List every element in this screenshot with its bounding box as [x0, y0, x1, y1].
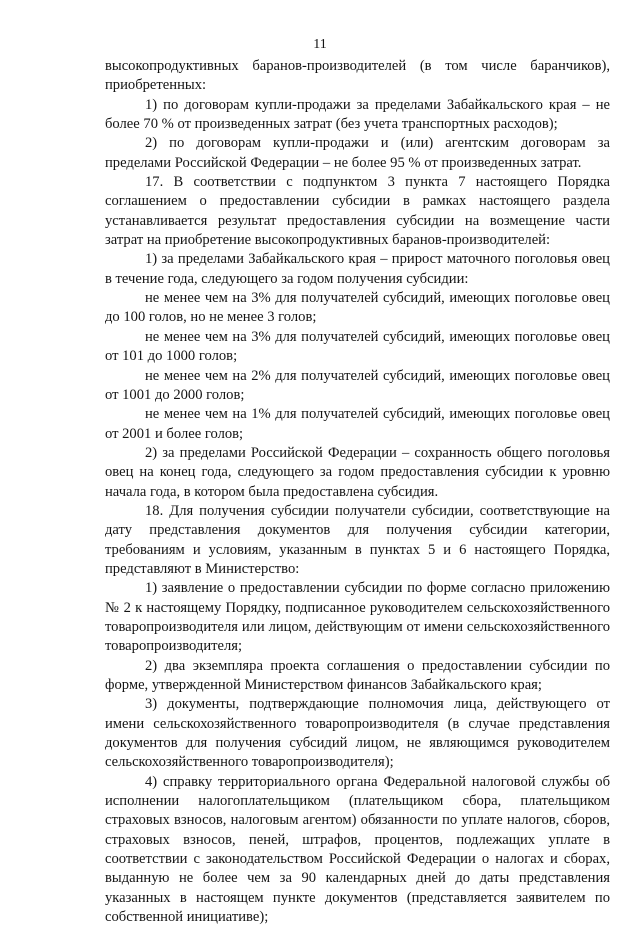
paragraph: 18. Для получения субсидии получатели субсидии, соответствующие на дату представления документов для получения субсидии категории, требованиям и условиям, указанным в пунктах 5 и 6 настоящего Порядка, представляют в Министерство: — [105, 502, 610, 577]
paragraph: высокопродуктивных баранов-производителей (в том числе баранчиков), приобретенных: — [105, 58, 610, 94]
paragraph: 2) по договорам купли-продажи и (или) агентским договорам за пределами Российской Федерации – не более 95 % от произведенных затрат. — [105, 135, 610, 171]
paragraph: 1) заявление о предоставлении субсидии по форме согласно приложению № 2 к настоящему Порядку, подписанное руководителем сельскохозяйственного товаропроизводителя или лицом, действующим от имени сельскохозяйственного товаропроизводителя; — [105, 580, 610, 655]
paragraph: 2) за пределами Российской Федерации – сохранность общего поголовья овец на конец года, следующего за годом предоставления субсидии к уровню начала года, в котором была предоставлена субсидия. — [105, 444, 610, 500]
paragraph: не менее чем на 1% для получателей субсидий, имеющих поголовье овец от 2001 и более голов; — [105, 406, 610, 442]
page-number: 11 — [313, 37, 327, 52]
paragraph: не менее чем на 2% для получателей субсидий, имеющих поголовье овец от 1001 до 2000 голов; — [105, 367, 610, 403]
paragraph: не менее чем на 3% для получателей субсидий, имеющих поголовье овец от 101 до 1000 голов; — [105, 328, 610, 365]
paragraph: 3) документы, подтверждающие полномочия лица, действующего от имени сельскохозяйственного товаропроизводителя (в случае представления документов для получения субсидий лицом, не являющимся руководителем сельскохозяйственного товаропроизводителя); — [105, 696, 610, 771]
paragraph: 1) по договорам купли-продажи за пределами Забайкальского края – не более 70 % от произведенных затрат (без учета транспортных расходов); — [105, 96, 610, 133]
paragraph: 17. В соответствии с подпунктом 3 пункта 7 настоящего Порядка соглашением о предоставлении субсидии в рамках настоящего раздела устанавливается результат предоставления субсидии на возмещение части затрат на приобретение высокопродуктивных баранов-производителей: — [105, 174, 610, 249]
paragraph: 1) за пределами Забайкальского края – прирост маточного поголовья овец в течение года, следующего за годом получения субсидии: — [105, 251, 610, 287]
document-body — [105, 57, 610, 927]
paragraph: 2) два экземпляра проекта соглашения о предоставлении субсидии по форме, утвержденной Министерством финансов Забайкальского края; — [105, 657, 610, 693]
paragraph: 4) справку территориального органа Федеральной налоговой службы об исполнении налогоплательщиком (плательщиком сбора, плательщиком страховых взносов, налоговым агентом) обязанности по уплате налогов, сборов, страховых взносов, пеней, штрафов, процентов, подлежащих уплате в соответствии с законодательством Российской Федерации о налогах и сборах, выданную не более чем за 90 календарных дней до даты представления указанных в настоящем пункте документов (представляется заявителем по собственной инициативе); — [105, 773, 610, 926]
paragraph: не менее чем на 3% для получателей субсидий, имеющих поголовье овец до 100 голов, но не менее 3 голов; — [105, 290, 610, 326]
